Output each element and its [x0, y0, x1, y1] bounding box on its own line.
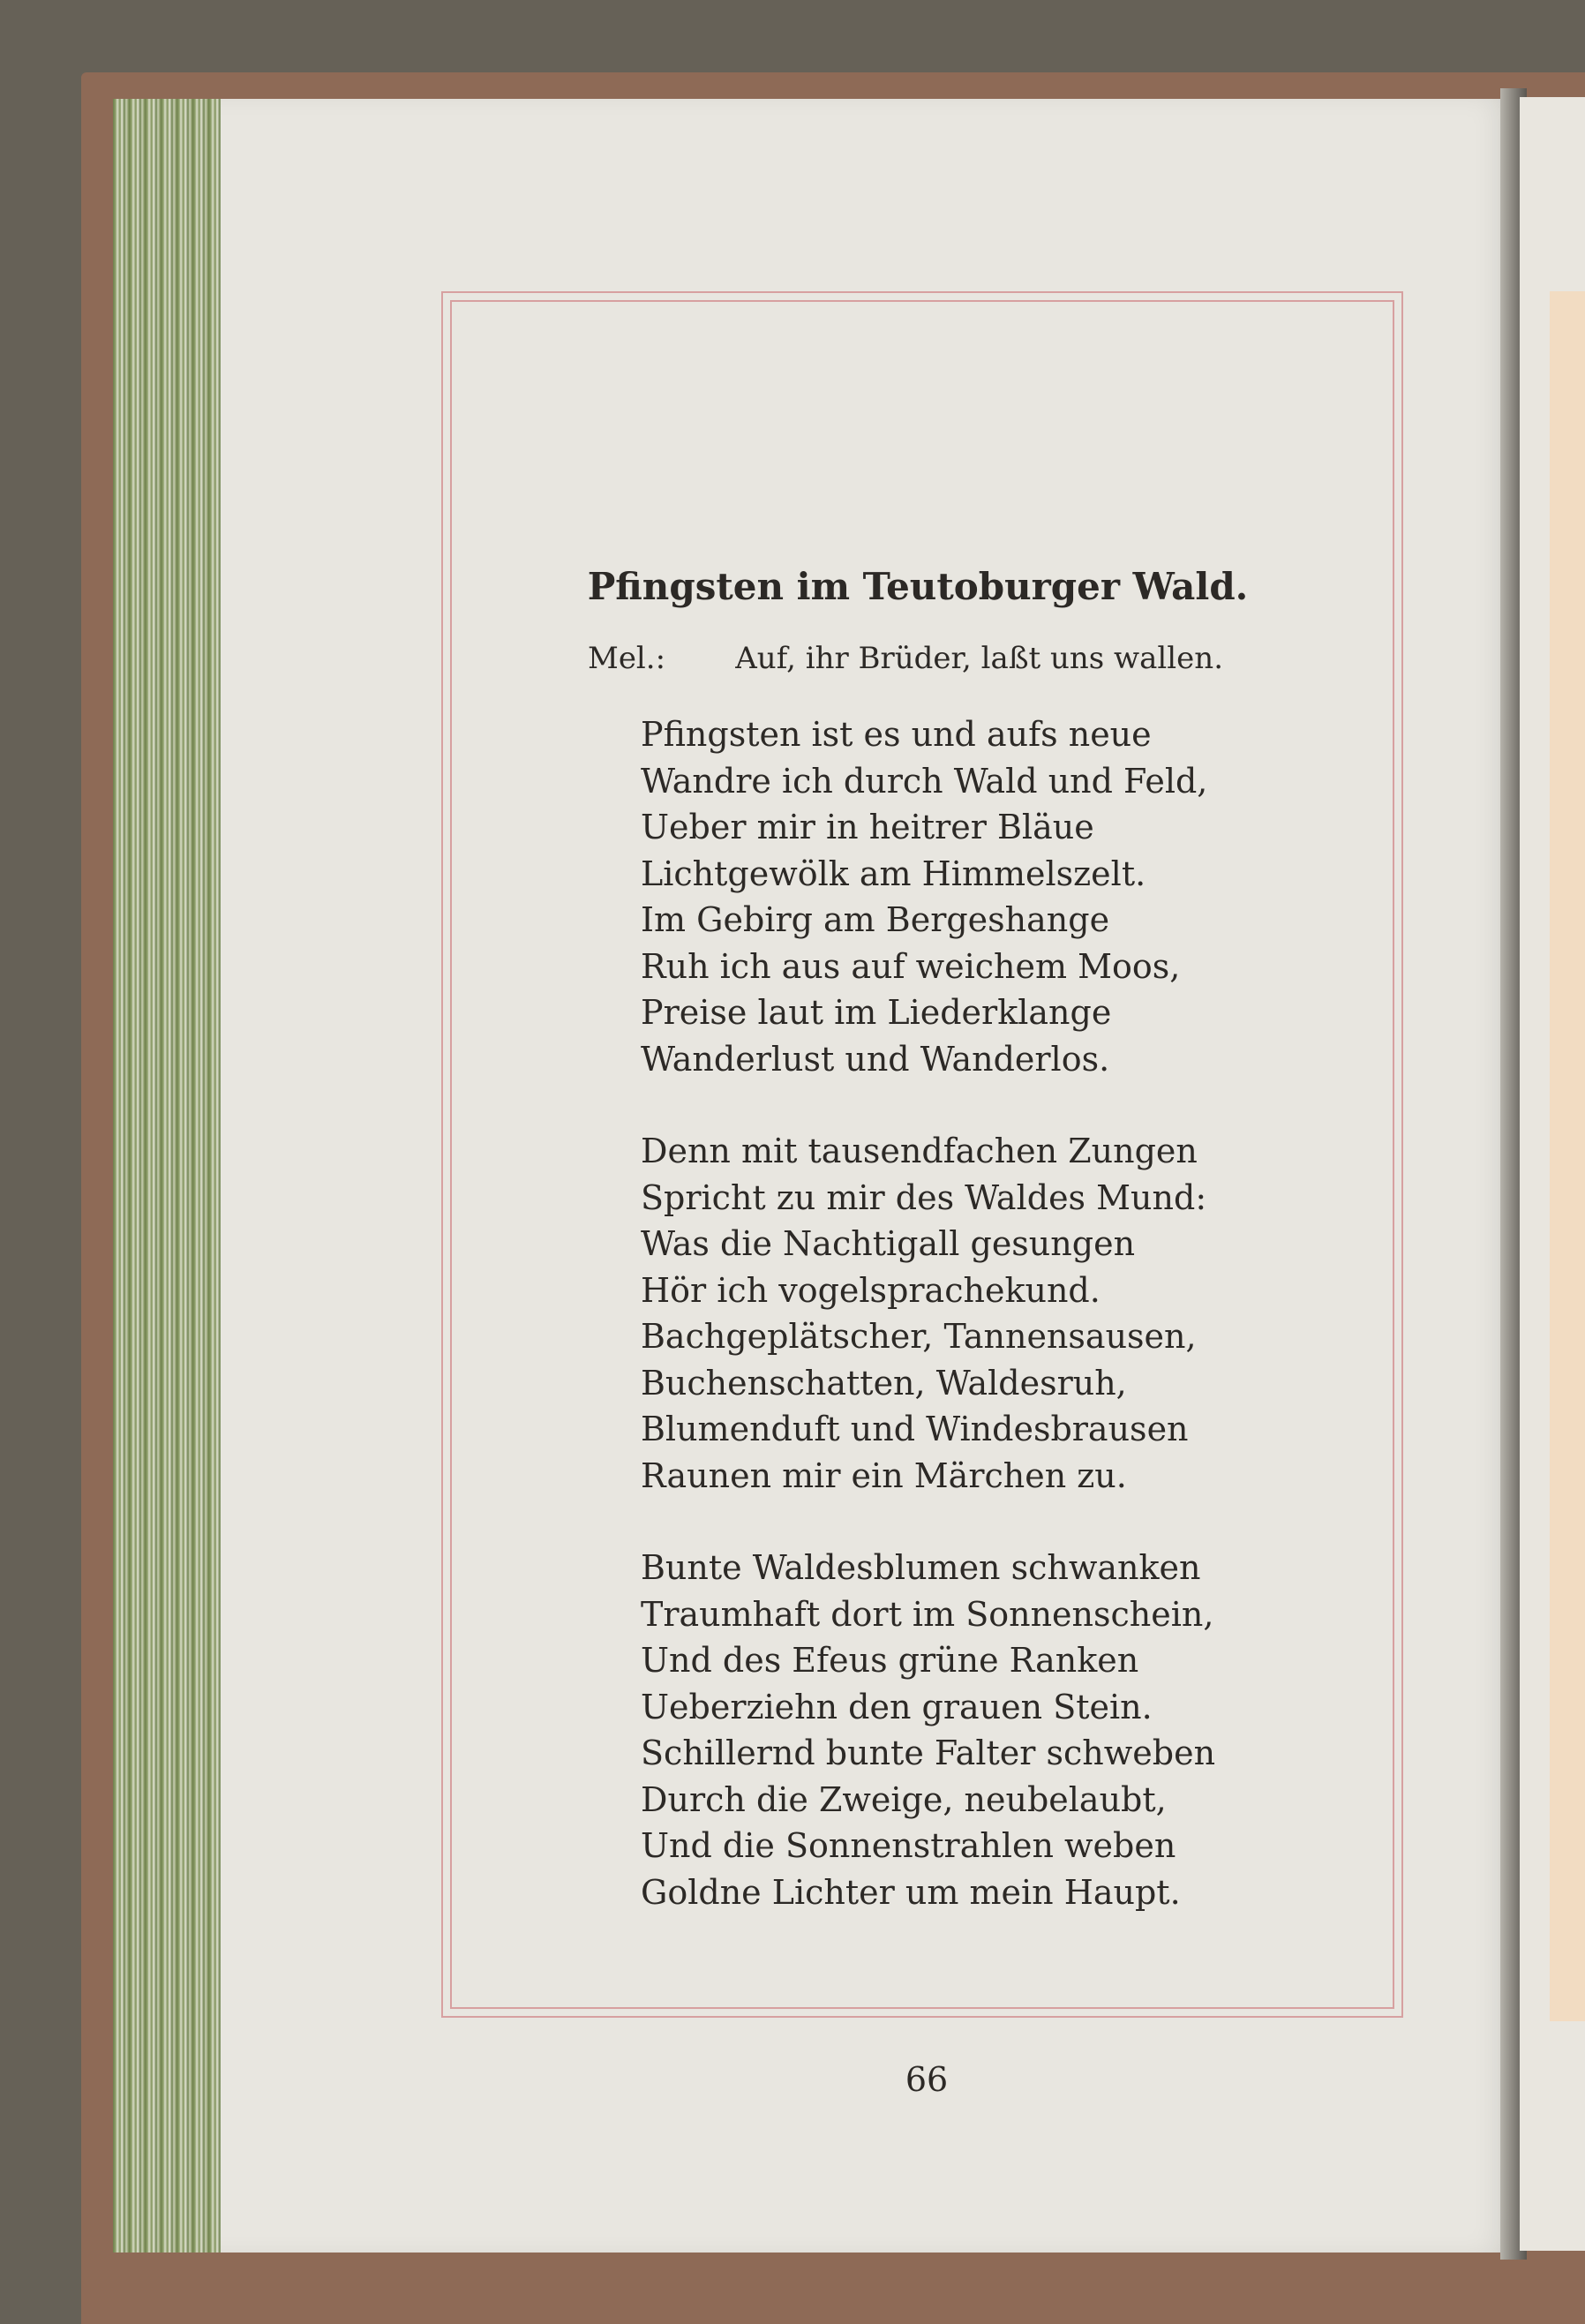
verse-line: Buchenschatten, Waldesruh, [641, 1363, 1127, 1403]
right-page-illustration-edge [1550, 291, 1585, 2021]
verse-line: Wanderlust und Wanderlos. [641, 1039, 1110, 1079]
stanza-1 [641, 711, 1258, 1082]
verse-line: Ruh ich aus auf weichem Moos, [641, 946, 1181, 986]
verse-line: Goldne Lichter um mein Haupt. [641, 1872, 1181, 1912]
verse-line: Und die Sonnenstrahlen weben [641, 1826, 1176, 1865]
page-edges [113, 99, 226, 2253]
verse-line: Was die Nachtigall gesungen [641, 1224, 1136, 1263]
stanza-2 [641, 1128, 1258, 1499]
verse-line: Ueber mir in heitrer Bläue [641, 808, 1094, 846]
verse-line: Hör ich vogelsprachekund. [641, 1270, 1100, 1310]
verse-line: Im Gebirg am Bergeshange [641, 900, 1110, 939]
melody-text: Auf, ihr Brüder, laßt uns wallen. [735, 641, 1223, 676]
verse-line: Wandre ich durch Wald und Feld, [641, 761, 1208, 801]
verse-line: Lichtgewölk am Himmelszelt. [641, 854, 1146, 893]
verse-line: Und des Efeus grüne Ranken [641, 1641, 1139, 1680]
verse-line: Ueberziehn den grauen Stein. [641, 1687, 1153, 1726]
verse-line: Durch die Zweige, neubelaubt, [641, 1779, 1167, 1819]
verse-line: Bunte Waldesblumen schwanken [641, 1548, 1201, 1587]
stanza-3 [641, 1545, 1258, 1915]
verse-line: Bachgeplätscher, Tannensausen, [641, 1317, 1197, 1356]
verse-line: Pfingsten ist es und aufs neue [641, 715, 1152, 754]
verse-line: Spricht zu mir des Waldes Mund: [641, 1177, 1207, 1217]
poem-title: Pfingsten im Teutoburger Wald. [587, 565, 1249, 608]
verse-line: Traumhaft dort im Sonnenschein, [641, 1594, 1214, 1634]
verse-line: Denn mit tausendfachen Zungen [641, 1132, 1198, 1170]
melody-label: Mel.: [588, 641, 666, 676]
verse-line: Schillernd bunte Falter schweben [641, 1734, 1216, 1772]
page-number: 66 [905, 2060, 949, 2099]
melody-line [588, 641, 1223, 676]
verse-line: Preise laut im Liederklange [641, 993, 1112, 1032]
verse-line: Blumenduft und Windesbrausen [641, 1410, 1189, 1448]
verse-line: Raunen mir ein Märchen zu. [641, 1455, 1127, 1495]
